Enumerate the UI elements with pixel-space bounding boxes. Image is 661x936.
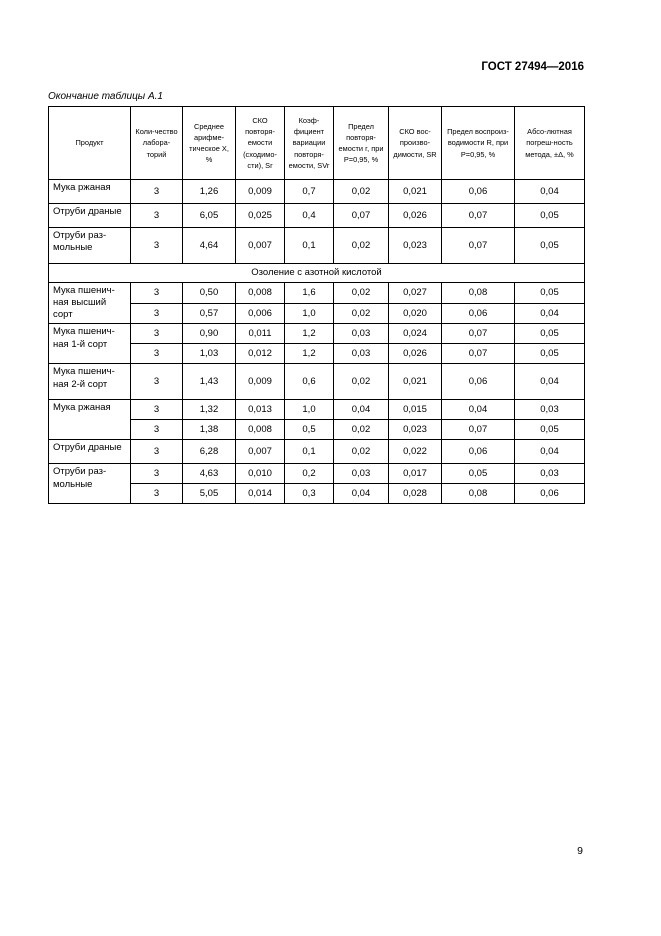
data-cell: 0,05 — [515, 420, 585, 440]
data-cell: 0,04 — [515, 364, 585, 400]
data-cell: 0,027 — [389, 283, 442, 304]
precision-table — [48, 106, 585, 504]
data-cell: 0,017 — [389, 464, 442, 484]
data-cell: 0,7 — [285, 180, 334, 204]
data-cell: 0,4 — [285, 204, 334, 228]
table-row — [49, 283, 585, 304]
data-cell: 3 — [131, 283, 183, 304]
data-cell: 0,06 — [442, 303, 515, 324]
col-header-mean: Среднее арифме-тическое X, % — [183, 107, 236, 180]
product-cell: Отруби раз-мольные — [49, 464, 131, 504]
data-cell: 0,026 — [389, 204, 442, 228]
data-cell: 0,008 — [236, 420, 285, 440]
table-row — [49, 400, 585, 420]
product-cell: Мука пшенич-ная 2-й сорт — [49, 364, 131, 400]
table-row — [49, 204, 585, 228]
data-cell: 0,009 — [236, 364, 285, 400]
data-cell: 0,3 — [285, 484, 334, 504]
col-header-r-repro: Предел воспроиз-водимости R, при P=0,95, % — [442, 107, 515, 180]
data-cell: 0,015 — [389, 400, 442, 420]
data-cell: 4,64 — [183, 228, 236, 264]
data-cell: 3 — [131, 400, 183, 420]
data-cell: 0,1 — [285, 440, 334, 464]
data-cell: 0,03 — [334, 464, 389, 484]
data-cell: 0,90 — [183, 324, 236, 344]
data-cell: 3 — [131, 364, 183, 400]
data-cell: 0,023 — [389, 420, 442, 440]
product-cell: Мука ржаная — [49, 180, 131, 204]
data-cell: 0,023 — [389, 228, 442, 264]
data-cell: 0,05 — [515, 324, 585, 344]
data-cell: 0,026 — [389, 344, 442, 364]
data-cell: 0,02 — [334, 283, 389, 304]
data-cell: 0,021 — [389, 180, 442, 204]
col-header-sr-repro: СКО вос-произво-димости, SR — [389, 107, 442, 180]
data-cell: 3 — [131, 420, 183, 440]
data-cell: 3 — [131, 324, 183, 344]
data-cell: 0,08 — [442, 484, 515, 504]
table-row — [49, 364, 585, 400]
product-cell: Отруби драные — [49, 440, 131, 464]
section-row — [49, 264, 585, 283]
data-cell: 0,08 — [442, 283, 515, 304]
table-row — [49, 324, 585, 344]
data-cell: 0,03 — [334, 344, 389, 364]
data-cell: 1,6 — [285, 283, 334, 304]
data-cell: 0,020 — [389, 303, 442, 324]
data-cell: 1,03 — [183, 344, 236, 364]
data-cell: 0,006 — [236, 303, 285, 324]
data-cell: 0,6 — [285, 364, 334, 400]
data-cell: 0,02 — [334, 420, 389, 440]
data-cell: 1,38 — [183, 420, 236, 440]
section-title: Озоление с азотной кислотой — [49, 264, 585, 283]
data-cell: 3 — [131, 180, 183, 204]
col-header-r: Предел повторя-емости r, при P=0,95, % — [334, 107, 389, 180]
data-cell: 6,05 — [183, 204, 236, 228]
data-cell: 0,007 — [236, 440, 285, 464]
data-cell: 3 — [131, 204, 183, 228]
data-cell: 0,04 — [515, 180, 585, 204]
product-cell: Мука пшенич-ная высший сорт — [49, 283, 131, 324]
col-header-sr: СКО повторя-емости (сходимо-сти), Sr — [236, 107, 285, 180]
data-cell: 1,2 — [285, 324, 334, 344]
data-cell: 0,06 — [442, 364, 515, 400]
data-cell: 0,02 — [334, 440, 389, 464]
data-cell: 0,010 — [236, 464, 285, 484]
data-cell: 0,05 — [515, 283, 585, 304]
data-cell: 0,021 — [389, 364, 442, 400]
data-cell: 0,014 — [236, 484, 285, 504]
data-cell: 3 — [131, 303, 183, 324]
data-cell: 0,07 — [442, 420, 515, 440]
data-cell: 0,06 — [442, 180, 515, 204]
data-cell: 0,04 — [334, 400, 389, 420]
data-cell: 0,008 — [236, 283, 285, 304]
data-cell: 0,025 — [236, 204, 285, 228]
table-row — [49, 440, 585, 464]
data-cell: 0,07 — [334, 204, 389, 228]
data-cell: 0,06 — [442, 440, 515, 464]
data-cell: 0,04 — [515, 440, 585, 464]
data-cell: 0,02 — [334, 303, 389, 324]
table-row — [49, 228, 585, 264]
data-cell: 0,028 — [389, 484, 442, 504]
col-header-abs-error: Абсо-лютная погреш-ность метода, ±Δ, % — [515, 107, 585, 180]
data-cell: 3 — [131, 344, 183, 364]
table-row — [49, 180, 585, 204]
data-cell: 0,02 — [334, 228, 389, 264]
product-cell: Мука ржаная — [49, 400, 131, 440]
data-cell: 0,07 — [442, 204, 515, 228]
data-cell: 4,63 — [183, 464, 236, 484]
data-cell: 0,05 — [515, 204, 585, 228]
data-cell: 1,26 — [183, 180, 236, 204]
data-cell: 0,007 — [236, 228, 285, 264]
data-cell: 0,03 — [515, 464, 585, 484]
table-row — [49, 464, 585, 484]
data-cell: 0,012 — [236, 344, 285, 364]
data-cell: 0,02 — [334, 364, 389, 400]
data-cell: 0,022 — [389, 440, 442, 464]
col-header-svr: Коэф-фициент вариации повторя-емости, SVr — [285, 107, 334, 180]
data-cell: 3 — [131, 440, 183, 464]
data-cell: 1,0 — [285, 400, 334, 420]
data-cell: 0,2 — [285, 464, 334, 484]
product-cell: Мука пшенич-ная 1-й сорт — [49, 324, 131, 364]
data-cell: 0,04 — [442, 400, 515, 420]
data-cell: 6,28 — [183, 440, 236, 464]
data-cell: 0,024 — [389, 324, 442, 344]
data-cell: 0,011 — [236, 324, 285, 344]
product-cell: Отруби раз-мольные — [49, 228, 131, 264]
standard-code: ГОСТ 27494—2016 — [481, 61, 584, 73]
table-caption: Окончание таблицы А.1 — [48, 91, 163, 102]
data-cell: 0,50 — [183, 283, 236, 304]
col-header-labs: Коли-чество лабора-торий — [131, 107, 183, 180]
data-cell: 0,57 — [183, 303, 236, 324]
data-cell: 1,32 — [183, 400, 236, 420]
data-cell: 1,2 — [285, 344, 334, 364]
data-cell: 0,1 — [285, 228, 334, 264]
data-cell: 0,05 — [442, 464, 515, 484]
data-cell: 3 — [131, 464, 183, 484]
data-cell: 1,0 — [285, 303, 334, 324]
data-cell: 0,03 — [334, 324, 389, 344]
data-cell: 0,03 — [515, 400, 585, 420]
data-cell: 0,04 — [515, 303, 585, 324]
data-cell: 3 — [131, 228, 183, 264]
data-cell: 0,07 — [442, 228, 515, 264]
product-cell: Отруби драные — [49, 204, 131, 228]
data-cell: 0,06 — [515, 484, 585, 504]
data-cell: 0,07 — [442, 324, 515, 344]
data-cell: 1,43 — [183, 364, 236, 400]
data-cell: 0,04 — [334, 484, 389, 504]
data-cell: 5,05 — [183, 484, 236, 504]
col-header-product: Продукт — [49, 107, 131, 180]
data-cell: 0,009 — [236, 180, 285, 204]
data-cell: 3 — [131, 484, 183, 504]
header-row — [49, 107, 585, 180]
data-cell: 0,05 — [515, 228, 585, 264]
data-cell: 0,02 — [334, 180, 389, 204]
data-cell: 0,05 — [515, 344, 585, 364]
data-cell: 0,013 — [236, 400, 285, 420]
page-number: 9 — [577, 845, 583, 857]
data-cell: 0,5 — [285, 420, 334, 440]
data-cell: 0,07 — [442, 344, 515, 364]
